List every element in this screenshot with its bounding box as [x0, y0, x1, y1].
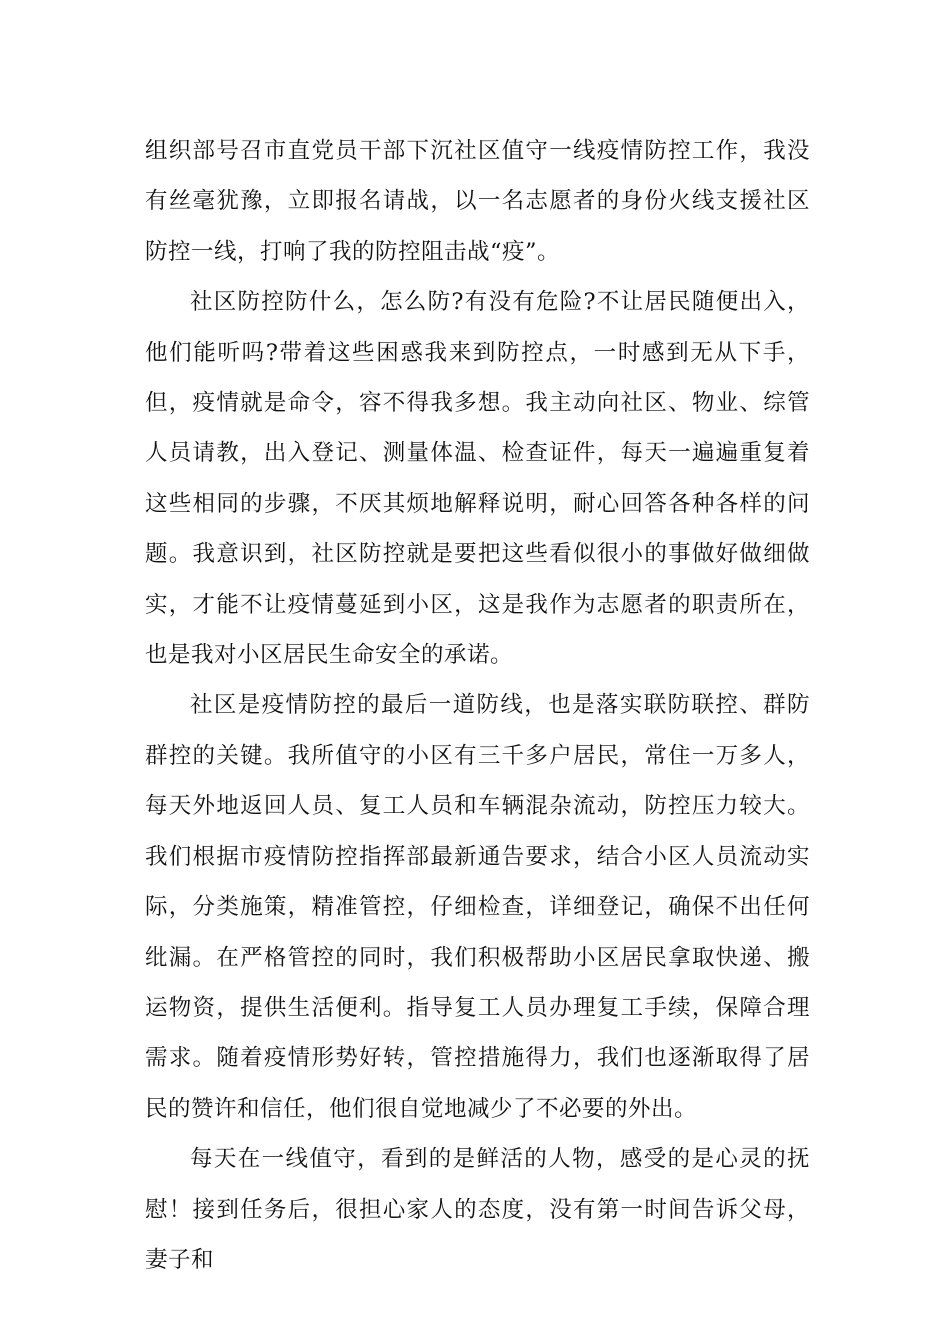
paragraph-1: 组织部号召市直党员干部下沉社区值守一线疫情防控工作，我没有丝毫犹豫，立即报名请战，以一名志愿者的身份火线支援社区防控一线，打响了我的防控阻击战“疫”。: [145, 138, 810, 265]
paragraph-3: 社区是疫情防控的最后一道防线，也是落实联防联控、群防群控的关键。我所值守的小区有三千多户居民，常住一万多人，每天外地返回人员、复工人员和车辆混杂流动，防控压力较大。我们根据市疫情防控指挥部最新通告要求，结合小区人员流动实际，分类施策，精准管控，仔细检查，详细登记，确保不出任何纰漏。在严格管控的同时，我们积极帮助小区居民拿取快递、搬运物资，提供生活便利。指导复工人员办理复工手续，保障合理需求。随着疫情形势好转，管控措施得力，我们也逐渐取得了居民的赞许和信任，他们很自觉地减少了不必要的外出。: [145, 692, 810, 1122]
paragraph-2: 社区防控防什么，怎么防?有没有危险?不让居民随便出入，他们能听吗?带着这些困惑我来到防控点，一时感到无从下手，但，疫情就是命令，容不得我多想。我主动向社区、物业、综管人员请教，出入登记、测量体温、检查证件，每天一遍遍重复着这些相同的步骤，不厌其烦地解释说明，耐心回答各种各样的问题。我意识到，社区防控就是要把这些看似很小的事做好做细做实，才能不让疫情蔓延到小区，这是我作为志愿者的职责所在，也是我对小区居民生命安全的承诺。: [145, 289, 810, 669]
document-body: [145, 126, 810, 1285]
paragraph-4: 每天在一线值守，看到的是鲜活的人物，感受的是心灵的抚慰！接到任务后，很担心家人的态度，没有第一时间告诉父母，妻子和: [145, 1146, 810, 1273]
